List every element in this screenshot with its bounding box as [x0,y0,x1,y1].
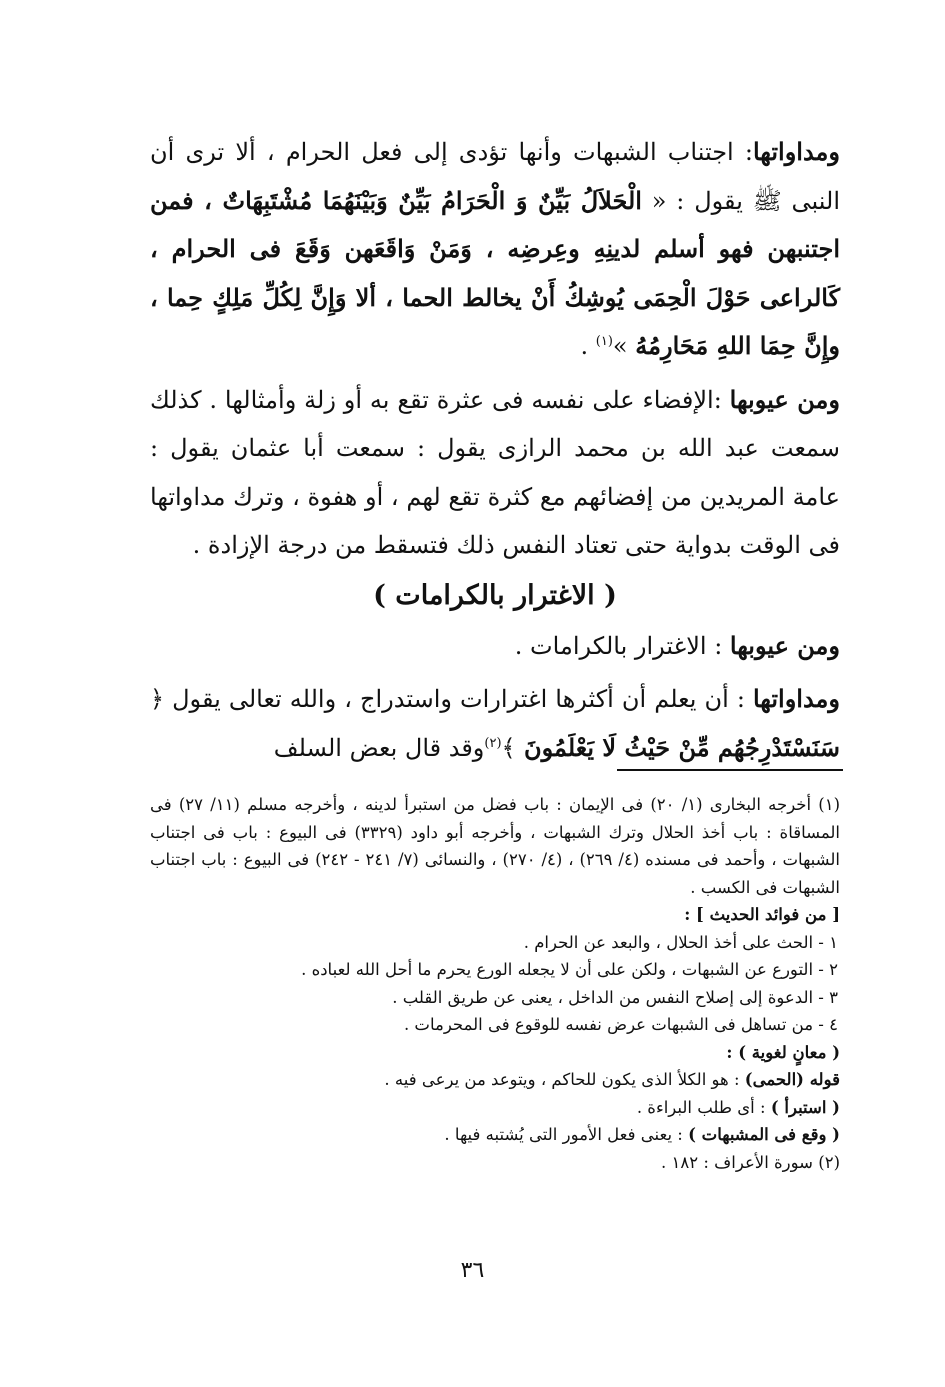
paragraph-lead: ومداواتها [752,684,840,713]
paragraph-lead: ومن عيوبها [729,384,840,414]
benefit-item: ٣ - الدعوة إلى إصلاح النفس من الداخل ، يعنى عن طريق القلب . [392,987,838,1007]
paragraph-faults-1: ومن عيوبها :الإفضاء على نفسه فى عثرة تقع به أو زلة وأمثالها . كذلك سمعت عبد الله بن محمد الرازى يقول : سمعت أبا عثمان يقول : عامة المريدين من إفضائهم مع كثرة تقع لهم ، أو هفوة ، وترك مداواتها فى الوقت بدواية حتى تعتاد النفس ذلك فتسقط من درجة الإزادة . [150,384,840,559]
section-heading: ( الاغترار بالكرامات ) [373,579,617,611]
meanings-heading: ( معانٍ لغوية ) : [726,1042,840,1062]
main-text [150,128,840,772]
footnote-ref-2: (٢) [484,735,502,751]
paragraph-remedy-2: ومداواتها : أن يعلم أن أكثرها اغترارات واستدراج ، والله تعالى يقول ﴿ سَنَسْتَدْرِجُهُم مِّنْ حَيْثُ لَا يَعْلَمُونَ ﴾$^{(٢)}$وقد قال بعض السلف [150,684,840,762]
footnote-2: (٢) سورة الأعراف : ١٨٢ . [661,1152,840,1172]
benefit-item: ٤ - من تساهل فى الشبهات عرض نفسه للوقوع فى المحرمات . [403,1015,838,1034]
footnote-separator [617,769,843,771]
quran-quote: سَنَسْتَدْرِجُهُم مِّنْ حَيْثُ لَا يَعْلَمُونَ [515,732,840,762]
hadith-quote: الْحَلاَلُ بَيِّنٌ وَ الْحَرَامُ بَيِّنٌ وَبَيْنَهُمَا مُشْتَبِهَاتٌ ، فمن اجتنبهن فهو أسلم لدينِهِ وعِرضِه ، وَمَنْ وَاقَعَهن وَقَعَ فى الحرام ، كَالراعى حَوْلَ الْحِمَى يُوشِكُ أَنْ يخالط الحما ، ألا وَإِنَّ لِكُلِّ مَلِكٍ حِما ، وإِنَّ حِمَا اللهِ مَحَارِمُهُ [150,185,840,360]
meaning-item: ( استبرأ ) : أى طلب البراءة . [636,1097,840,1117]
meaning-item: قوله (الحمى) : هو الكلأ الذى يكون للحاكم ، ويتوعد من يرعى فيه . [384,1070,840,1089]
footnote-ref-1: (١) [595,334,613,349]
paragraph-lead: ومداواتها [752,137,840,166]
benefit-item: ٢ - التورع عن الشبهات ، ولكن على أن لا يجعله الورع يحرم ما أحل الله لعباده . [301,960,838,979]
benefit-item: ١ - الحث على أخذ الحلال ، والبعد عن الحرام . [523,932,838,952]
paragraph-lead: ومن عيوبها [729,630,840,660]
benefits-heading: [ من فوائد الحديث ] : [684,905,840,924]
page-number: ٣٦ [460,1258,485,1283]
paragraph-faults-2: ومن عيوبها : الاغترار بالكرامات . [514,630,840,660]
paragraph-remedy-1: ومداواتها: اجتناب الشبهات وأنها تؤدى إلى فعل الحرام ، ألا ترى أن النبى ﷺ يقول : « الْحَلاَلُ بَيِّنٌ وَ الْحَرَامُ بَيِّنٌ وَبَيْنَهُمَا مُشْتَبِهَاتٌ ، فمن اجتنبهن فهو أسلم لدينِهِ وعِرضِه ، وَمَنْ وَاقَعَهن وَقَعَ فى الحرام ، كَالراعى حَوْلَ الْحِمَى يُوشِكُ أَنْ يخالط الحما ، ألا وَإِنَّ لِكُلِّ مَلِكٍ حِما ، وإِنَّ حِمَا اللهِ مَحَارِمُهُ »$^{(١)}$ . [150,137,840,360]
footnote-1: (١) أخرجه البخارى (١/ ٢٠) فى الإيمان : باب فضل من استبرأ لدينه ، وأخرجه مسلم (١١/ ٢٧) فى المساقاة : باب أخذ الحلال وترك الشبهات ، وأخرجه أبو داود (٣٣٢٩) فى البيوع : باب فى اجتناب الشبهات ، وأحمد فى مسنده (٤/ ٢٦٩) ، (٤/ ٢٧٠) ، والنسائى (٧/ ٢٤١ - ٢٤٢) فى البيوع : باب اجتناب الشبهات فى الكسب . [150,795,841,897]
meaning-item: ( وقع فى المشبهات ) : يعنى فعل الأمور التى يُشتبه فيها . [444,1125,840,1144]
footnotes [150,791,840,1176]
